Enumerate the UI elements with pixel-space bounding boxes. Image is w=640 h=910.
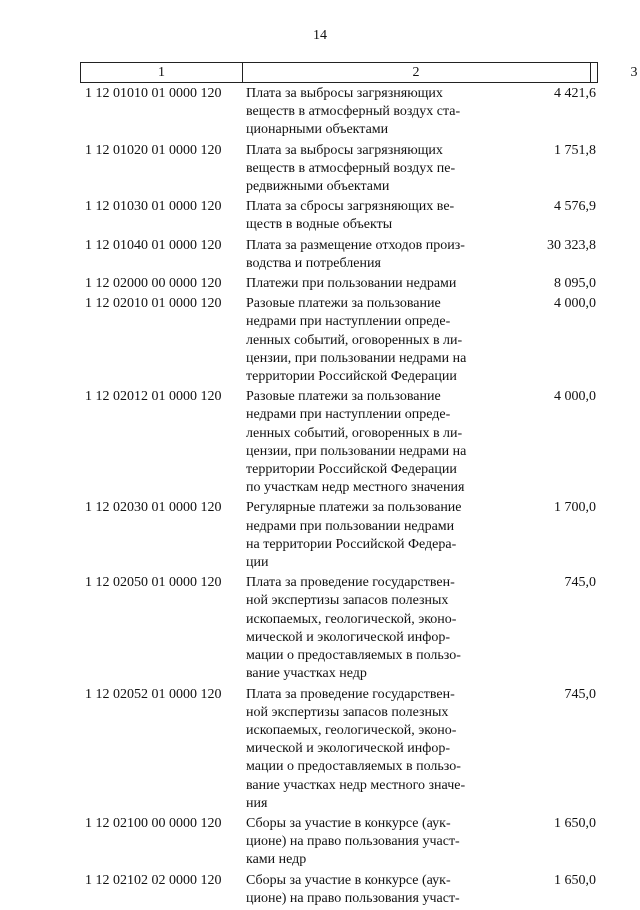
- income-name: Сборы за участие в конкурсе (аук- ционе) на право пользования участ- ками недр: [246, 815, 460, 868]
- header-col-1: 1: [158, 65, 165, 80]
- table-header: [80, 62, 638, 83]
- income-amount: 1 650,0: [554, 815, 596, 831]
- table-row: [80, 295, 600, 386]
- table-row: [80, 686, 600, 813]
- income-amount: 4 576,9: [554, 199, 596, 215]
- income-name: Регулярные платежи за пользование недрами при пользовании недрами на территории Российской Федера- ции: [246, 500, 462, 571]
- budget-code: 1 12 02102 02 0000 120: [85, 872, 222, 888]
- income-amount: 30 323,8: [547, 237, 596, 253]
- income-name: Плата за проведение государствен- ной экспертизы запасов полезных ископаемых, геологической, эконо- мической и экологической инфор- мации о предоставляемых в пользо- вание участках недр: [246, 575, 461, 682]
- income-amount: 4 421,6: [554, 86, 596, 101]
- income-amount: 1 700,0: [554, 500, 596, 516]
- budget-code: 1 12 02100 00 0000 120: [85, 815, 222, 831]
- budget-code: 1 12 01020 01 0000 120: [85, 142, 222, 158]
- income-name: Плата за выбросы загрязняющих веществ в атмосферный воздух ста- ционарными объектами: [246, 86, 461, 138]
- income-amount: 4 000,0: [554, 389, 596, 405]
- header-col-3: 3: [630, 65, 638, 80]
- income-amount: 4 000,0: [554, 296, 596, 312]
- income-name: Разовые платежи за пользование недрами при наступлении опреде- ленных событий, оговоренных в ли- цензии, при пользовании недрами на территории Российской Федерации по участкам недр местного значения: [246, 389, 467, 496]
- income-name: Плата за сбросы загрязняющих ве- ществ в водные объекты: [246, 199, 455, 233]
- table-row: [80, 872, 600, 908]
- budget-code: 1 12 02052 01 0000 120: [85, 686, 222, 702]
- income-name: Платежи при пользовании недрами: [246, 276, 457, 292]
- budget-code: 1 12 02010 01 0000 120: [85, 296, 222, 312]
- table-row: [80, 574, 600, 683]
- income-amount: 8 095,0: [554, 276, 596, 292]
- table-row: [80, 237, 600, 273]
- income-name: Плата за размещение отходов произ- водства и потребления: [246, 237, 465, 271]
- table-row: [80, 815, 600, 870]
- table-row: [80, 85, 600, 140]
- budget-code: 1 12 02000 00 0000 120: [85, 276, 222, 292]
- budget-code: 1 12 02030 01 0000 120: [85, 500, 222, 516]
- income-amount: 1 650,0: [554, 872, 596, 888]
- table-row: [80, 275, 600, 293]
- income-name: Разовые платежи за пользование недрами при наступлении опреде- ленных событий, оговоренных в ли- цензии, при пользовании недрами на территории Российской Федерации: [246, 296, 467, 385]
- budget-code: 1 12 01040 01 0000 120: [85, 237, 222, 253]
- income-amount: 1 751,8: [554, 142, 596, 158]
- budget-code: 1 12 01030 01 0000 120: [85, 199, 222, 215]
- header-col-2: 2: [412, 65, 420, 80]
- income-name: Плата за проведение государствен- ной экспертизы запасов полезных ископаемых, геологической, эконо- мической и экологической инфор- мации о предоставляемых в пользо- вание участках недр местного значе- ния: [246, 686, 466, 811]
- budget-code: 1 12 01010 01 0000 120: [85, 86, 222, 101]
- income-amount: 745,0: [564, 686, 596, 702]
- table-body: [80, 85, 600, 910]
- income-amount: 745,0: [564, 575, 596, 591]
- budget-code: 1 12 02050 01 0000 120: [85, 575, 222, 591]
- income-name: Плата за выбросы загрязняющих веществ в атмосферный воздух пе- редвижными объектами: [246, 142, 456, 195]
- table-row: [80, 142, 600, 197]
- budget-code: 1 12 02012 01 0000 120: [85, 389, 222, 405]
- table-row: [80, 198, 600, 234]
- table-row: [80, 388, 600, 497]
- table-row: [80, 499, 600, 572]
- page-number: 14: [313, 28, 327, 43]
- income-name: Сборы за участие в конкурсе (аук- ционе) на право пользования участ-: [246, 872, 460, 906]
